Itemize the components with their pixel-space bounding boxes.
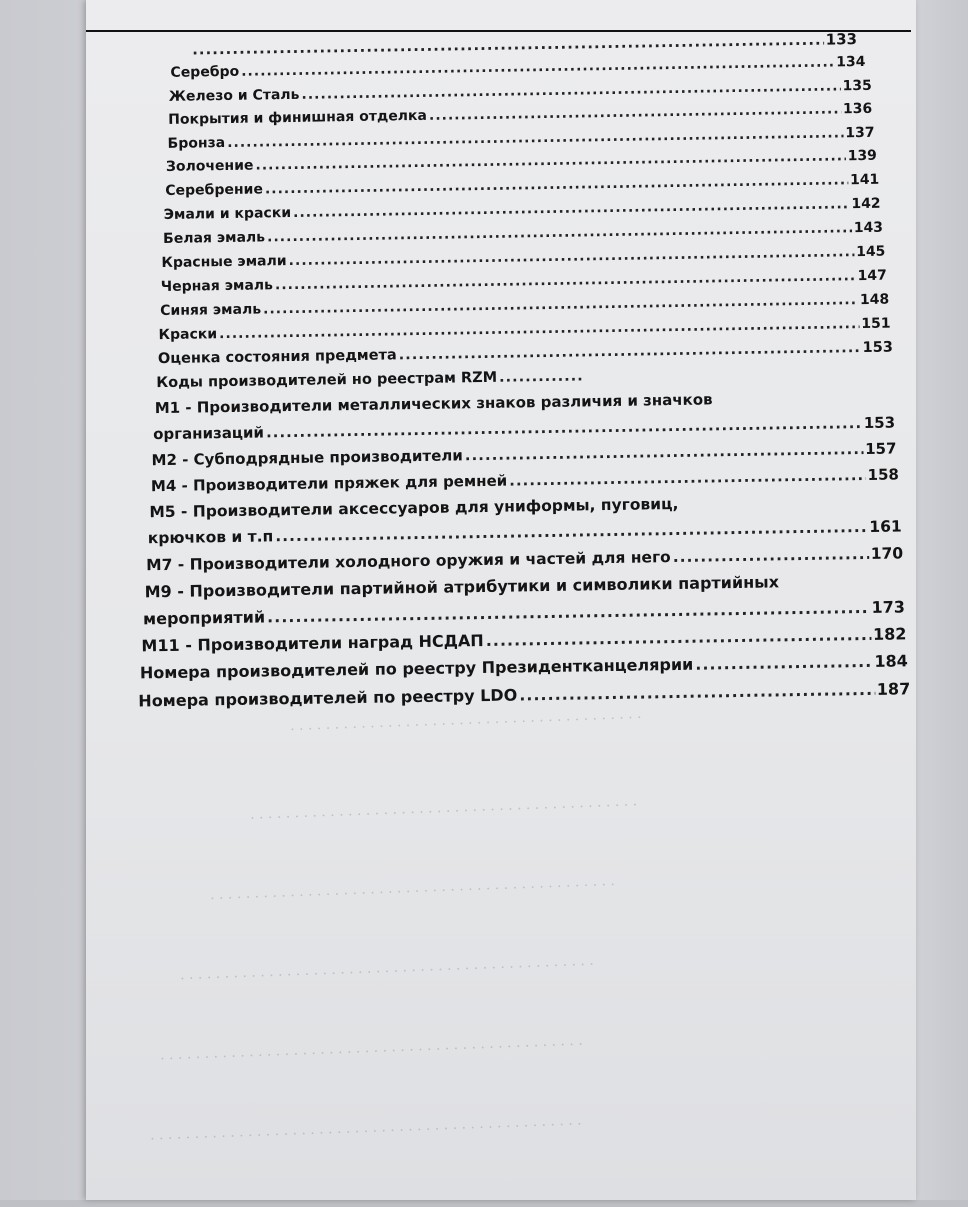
toc-entry xyxy=(160,292,889,319)
bleed-through-text: . . . . . . . . . . . . . . . . . . . . . . . . . . . . . . . . . . . . . . . . . . . . . . . . . xyxy=(149,1112,582,1144)
leader-dots xyxy=(267,598,870,626)
toc-entry-page: 141 xyxy=(849,171,880,189)
toc-entry-title: Краски xyxy=(158,326,218,344)
toc-entry xyxy=(166,148,877,175)
toc-entry-title: Номера производителей по реестру LDO xyxy=(138,685,518,711)
toc-entry-title: организаций xyxy=(153,423,265,444)
toc-entry-title: Красные эмали xyxy=(161,253,287,272)
toc-entry-title: Синяя эмаль xyxy=(160,301,262,320)
toc-entry-title: Белая эмаль xyxy=(162,229,266,248)
leader-dots xyxy=(429,101,841,123)
toc-entry-title: крючков и т.п xyxy=(147,527,274,548)
bleed-through-text: . . . . . . . . . . . . . . . . . . . . . . . . . . . . . . . . . . . . . . . . . . . . . . . xyxy=(179,952,595,984)
toc-entry-title: Золочение xyxy=(165,157,254,175)
toc-entry-title: M7 - Производители холодного оружия и частей для него xyxy=(146,548,671,575)
toc-entry-title: Коды производителей но реестрам RZM xyxy=(156,369,498,392)
toc-entry xyxy=(161,268,887,295)
toc-entry-page: 135 xyxy=(842,77,872,95)
toc-entry-title: Серебро xyxy=(170,63,240,81)
bleed-through-text: . . . . . . . . . . . . . . . . . . . . . . . . . . . . . . . . . . . . . . . . . . . . . . . . xyxy=(159,1032,583,1064)
toc-entry-page: 173 xyxy=(871,597,906,617)
toc-entry-title: мероприятий xyxy=(142,607,266,629)
leader-dots xyxy=(301,78,840,102)
leader-dots xyxy=(275,268,856,293)
toc-entry-page: 153 xyxy=(863,413,896,433)
toc-entry-title: Серебрение xyxy=(165,181,264,199)
bleed-through-text: . . . . . . . . . . . . . . . . . . . . . . . . . . . . . . . . . . . . . . . . xyxy=(289,705,642,735)
toc-entry-page: 148 xyxy=(859,291,890,309)
toc-entry xyxy=(151,440,896,470)
toc-entry xyxy=(165,172,879,199)
leader-dots xyxy=(486,625,872,650)
toc-entry-title-line1: M9 - Производители партийной атрибутики и символики партийных xyxy=(144,572,780,602)
toc-entry xyxy=(161,244,885,271)
toc-entry-title: M2 - Субподрядные производители xyxy=(151,446,463,470)
leader-dots xyxy=(263,292,858,317)
bleed-through-text: . . . . . . . . . . . . . . . . . . . . . . . . . . . . . . . . . . . . . . . . . . . . xyxy=(249,793,638,823)
leader-dots xyxy=(288,244,854,269)
leader-dots xyxy=(509,466,866,490)
toc-entry-page: 145 xyxy=(856,243,886,261)
leader-dots xyxy=(275,518,867,545)
leader-dots xyxy=(267,220,852,245)
toc-entry-page: 170 xyxy=(870,544,904,563)
leader-dots xyxy=(241,54,834,79)
toc-entry xyxy=(167,125,874,152)
leader-dots xyxy=(266,414,862,441)
toc-entry-page: 137 xyxy=(845,124,875,142)
leader-dots xyxy=(192,31,824,59)
toc-entry-title: Эмали и краски xyxy=(163,204,292,223)
leader-dots xyxy=(399,340,861,363)
toc-entry xyxy=(140,651,908,682)
toc-entry-page: 184 xyxy=(874,651,908,671)
toc-entry xyxy=(164,196,881,223)
toc-entry-title-line1: M1 - Производители металлических знаков различия и значков xyxy=(154,390,713,418)
toc-entry-page: 139 xyxy=(847,147,877,165)
toc-entry-title: Номера производителей по реестру Президентканцелярии xyxy=(139,654,694,683)
toc-entry-title: Бронза xyxy=(167,135,226,152)
toc-entry-page: 161 xyxy=(869,517,902,536)
leader-dots xyxy=(673,545,869,566)
toc-entry xyxy=(156,368,586,391)
toc-entry xyxy=(170,54,865,81)
toc-entry-page: 157 xyxy=(865,439,897,458)
leader-dots xyxy=(255,148,845,173)
toc-entry xyxy=(168,101,872,128)
toc-entry-page: 136 xyxy=(842,100,873,118)
leader-dots xyxy=(293,196,850,221)
bleed-through-text: . . . . . . . . . . . . . . . . . . . . . . . . . . . . . . . . . . . . . . . . . . . . . . xyxy=(209,872,616,904)
toc-entry-title: M4 - Производители пряжек для ремней xyxy=(150,471,508,496)
leader-dots xyxy=(219,316,859,342)
leader-dots xyxy=(499,368,584,385)
toc-entry-title: Железо и Сталь xyxy=(168,86,300,105)
toc-entry xyxy=(146,544,903,574)
toc-entry xyxy=(143,597,905,628)
toc-entry-page: 153 xyxy=(862,339,894,357)
toc-entry xyxy=(148,517,902,547)
toc-entry xyxy=(158,340,893,368)
toc-entry-title-line1: M5 - Производители аксессуаров для униформы, пуговиц, xyxy=(149,494,679,522)
toc-entry-title: Покрытия и финишная отделка xyxy=(168,107,428,128)
leader-dots xyxy=(519,680,875,705)
toc-entry xyxy=(158,316,890,343)
toc-entry-page: 142 xyxy=(851,195,881,213)
toc-entry xyxy=(190,30,857,58)
toc-entry-page: 134 xyxy=(836,53,866,71)
toc-entry xyxy=(141,624,906,655)
leader-dots xyxy=(465,440,864,464)
toc-entry-page: 147 xyxy=(857,267,887,285)
toc-entry-page: 182 xyxy=(872,624,907,644)
leader-dots xyxy=(265,172,848,197)
toc-entry xyxy=(169,78,872,105)
toc-entry xyxy=(153,414,895,444)
toc-entry-page: 143 xyxy=(853,219,884,237)
toc-entry xyxy=(163,220,883,247)
leader-dots xyxy=(695,652,872,674)
toc-entry xyxy=(138,679,910,710)
toc-entry-title: M11 - Производители наград НСДАП xyxy=(141,631,484,656)
toc-entry xyxy=(151,465,899,495)
toc-entry-title: Оценка состояния предмета xyxy=(157,347,397,368)
leader-dots xyxy=(227,125,843,151)
toc-entry-page: 158 xyxy=(867,465,900,484)
toc-entry-page: 151 xyxy=(861,315,891,333)
toc-entry-page: 133 xyxy=(825,30,858,49)
toc-entry-page: 187 xyxy=(876,679,911,699)
toc-entry-title: Черная эмаль xyxy=(160,277,274,296)
